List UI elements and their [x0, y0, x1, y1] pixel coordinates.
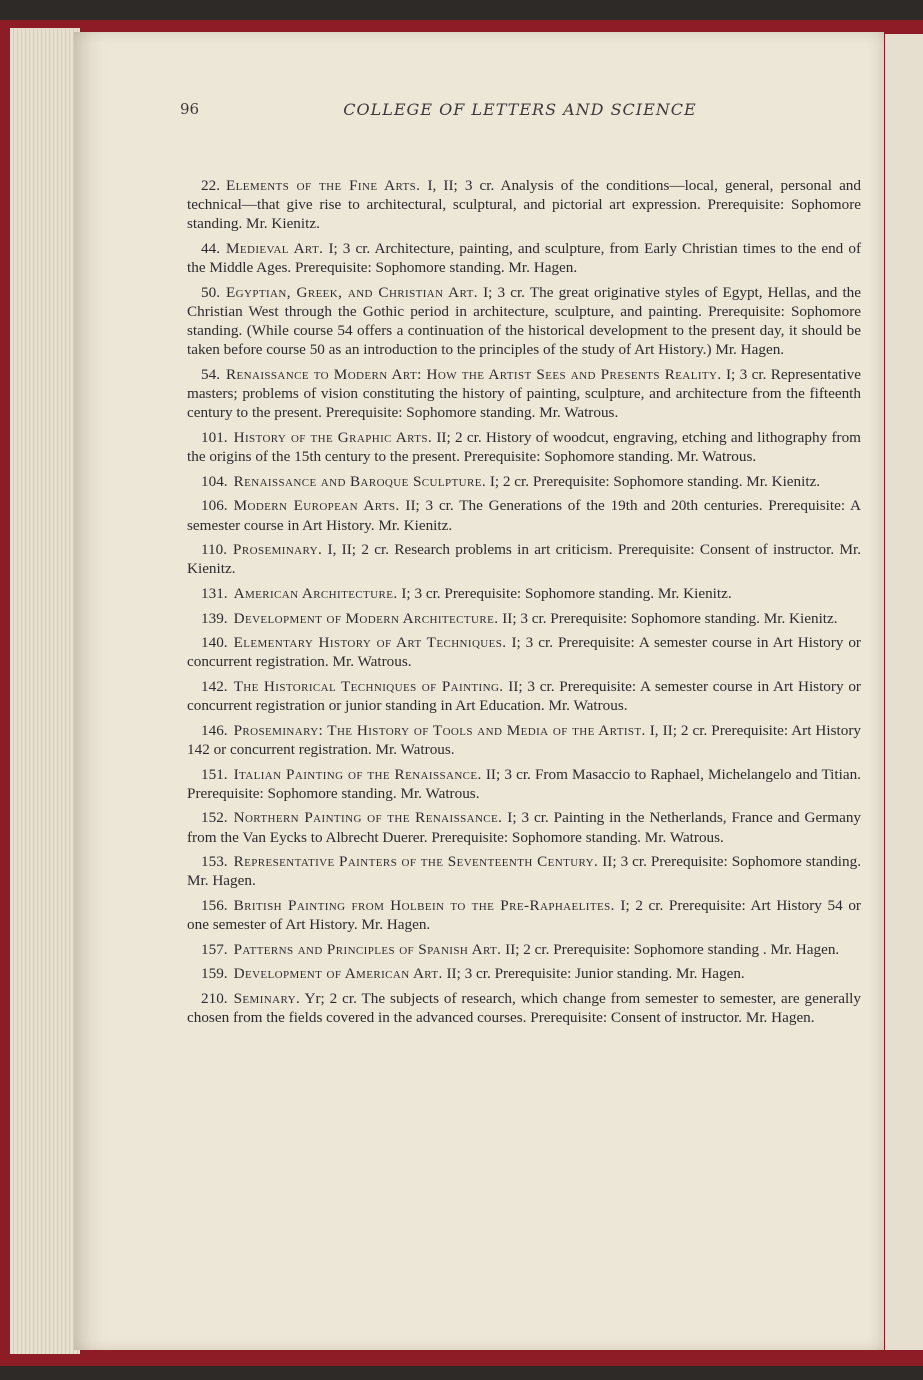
course-description: II; 3 cr. Prerequisite: A semester course in Art History or concurrent registration or junior standing in Art Education. Mr. Watrous. — [187, 677, 861, 715]
course-entry — [187, 609, 861, 628]
course-number: 104. — [201, 472, 228, 490]
course-number: 146. — [201, 721, 228, 739]
course-entry — [187, 721, 861, 759]
course-description: II; 3 cr. Prerequisite: Sophomore standing. Mr. Hagen. — [187, 853, 861, 890]
course-description: I; 3 cr. Architecture, painting, and sculpture, from Early Christian times to the end of the Middle Ages. Prerequisite: Sophomore standing. Mr. Hagen. — [187, 240, 862, 277]
course-number: 131. — [201, 584, 228, 602]
course-title: Northern Painting of the Renaissance. — [233, 809, 503, 827]
course-number: 153. — [201, 853, 228, 871]
course-entry — [187, 496, 861, 534]
course-number: 110. — [201, 541, 228, 559]
course-title: Elementary History of Art Techniques. — [233, 634, 507, 652]
course-entry — [187, 989, 861, 1027]
course-title: British Painting from Holbein to the Pre-Raphaelites. — [233, 896, 615, 914]
course-title: Renaissance to Modern Art: How the Artist Sees and Presents Reality. — [225, 366, 722, 383]
course-description: I, II; 2 cr. Research problems in art criticism. Prerequisite: Consent of instructor. Mr. Kienitz. — [187, 541, 862, 578]
course-description: I; 3 cr. Painting in the Netherlands, France and Germany from the Van Eycks to Albrecht Duerer. Prerequisite: Sophomore standing. Mr. Watrous. — [187, 809, 862, 846]
course-title: The Historical Techniques of Painting. — [233, 677, 504, 695]
course-number: 54. — [201, 366, 220, 383]
course-description: I; 2 cr. Prerequisite: Sophomore standing. Mr. Kienitz. — [489, 472, 821, 490]
running-title: COLLEGE OF LETTERS AND SCIENCE — [343, 100, 697, 119]
course-entry — [187, 176, 861, 234]
course-title: Italian Painting of the Renaissance. — [233, 765, 482, 783]
course-entry — [187, 365, 861, 423]
course-number: 50. — [201, 283, 220, 301]
course-number: 139. — [201, 609, 228, 627]
course-entry — [187, 239, 861, 277]
course-entry — [187, 808, 861, 846]
course-title: American Architecture. — [233, 584, 398, 602]
page-stack-edge — [10, 28, 80, 1354]
course-entry — [187, 633, 861, 671]
course-entry — [187, 428, 861, 466]
course-description: II; 3 cr. From Masaccio to Raphael, Michelangelo and Titian. Prerequisite: Sophomore standing. Mr. Watrous. — [187, 765, 861, 802]
course-title: History of the Graphic Arts. — [233, 429, 433, 446]
course-number: 142. — [201, 677, 228, 695]
course-number: 44. — [201, 240, 220, 257]
course-entry — [187, 852, 861, 890]
course-title: Seminary. — [233, 989, 301, 1007]
course-title: Proseminary: The History of Tools and Media of the Artist. — [233, 721, 646, 739]
course-entry — [187, 584, 861, 603]
course-title: Patterns and Principles of Spanish Art. — [233, 940, 502, 958]
course-number: 159. — [201, 965, 228, 983]
facing-page-edge — [885, 34, 923, 1350]
course-number: 156. — [201, 896, 228, 914]
course-description: II; 3 cr. Prerequisite: Junior standing. Mr. Hagen. — [446, 965, 745, 983]
course-list — [187, 176, 861, 1033]
course-number: 152. — [201, 809, 228, 827]
course-description: II; 2 cr. History of woodcut, engraving, etching and lithography from the origins of the 15th century to the present. Prerequisite: Sophomore standing. Mr. Watrous. — [187, 429, 861, 466]
course-title: Medieval Art. — [225, 240, 324, 257]
page-number: 96 — [180, 100, 200, 118]
course-description: I; 3 cr. Prerequisite: Sophomore standing. Mr. Kienitz. — [401, 584, 732, 602]
course-number: 157. — [201, 940, 228, 958]
course-title: Development of American Art. — [233, 965, 443, 983]
course-description: II; 3 cr. Prerequisite: Sophomore standing. Mr. Kienitz. — [502, 609, 838, 627]
course-description: II; 2 cr. Prerequisite: Sophomore standing . Mr. Hagen. — [505, 940, 840, 958]
course-title: Egyptian, Greek, and Christian Art. — [225, 283, 478, 301]
course-title: Representative Painters of the Seventeenth Century. — [233, 853, 599, 871]
course-description: I; 3 cr. Representative masters; problems of vision constituting the history of painting, sculpture, and architecture from the fifteenth century to the present. Prerequisite: Sophomore standing. Mr. Watrous. — [187, 366, 861, 422]
course-number: 22. — [201, 177, 220, 194]
course-entry — [187, 472, 861, 491]
course-description: II; 3 cr. The Generations of the 19th and 20th centuries. Prerequisite: A semester course in Art History. Mr. Kienitz. — [187, 497, 861, 534]
course-description: I, II; 3 cr. Analysis of the conditions—local, general, personal and technical—that give rise to architectural, sculptural, and pictorial art expression. Prerequisite: Sophomore standing. Mr. Kienitz. — [187, 177, 861, 233]
page-header — [180, 100, 860, 124]
course-entry — [187, 283, 861, 360]
course-description: I, II; 2 cr. Prerequisite: Art History 142 or concurrent registration. Mr. Watrous. — [187, 721, 861, 758]
course-number: 151. — [201, 765, 228, 783]
course-entry — [187, 964, 861, 983]
course-number: 210. — [201, 989, 228, 1007]
course-entry — [187, 765, 861, 803]
course-number: 101. — [201, 429, 228, 446]
course-description: I; 3 cr. Prerequisite: A semester course in Art History or concurrent registration. Mr. Watrous. — [187, 634, 861, 671]
course-title: Development of Modern Architecture. — [233, 609, 499, 627]
course-number: 106. — [201, 497, 228, 515]
course-title: Modern European Arts. — [233, 497, 400, 515]
course-description: Yr; 2 cr. The subjects of research, which change from semester to semester, are generally chosen from the fields covered in the advanced courses. Prerequisite: Consent of instructor. Mr. Hagen. — [187, 989, 861, 1027]
course-number: 140. — [201, 634, 228, 652]
course-title: Elements of the Fine Arts. — [225, 177, 421, 194]
course-entry — [187, 896, 861, 934]
course-title: Proseminary. — [233, 541, 323, 559]
course-entry — [187, 940, 861, 959]
course-entry — [187, 540, 861, 578]
course-entry — [187, 677, 861, 715]
course-description: I; 3 cr. The great originative styles of Egypt, Hellas, and the Christian West through the Gothic period in architecture, sculpture, and painting. Prerequisite: Sophomore standing. (While course 54 offers a continuation of the historical development to the present day, it should be taken before course 50 as an introduction to the principles of the study of Art History.) Mr. Hagen. — [187, 283, 862, 359]
course-title: Renaissance and Baroque Sculpture. — [233, 472, 487, 490]
course-description: I; 2 cr. Prerequisite: Art History 54 or one semester of Art History. Mr. Hagen. — [187, 896, 861, 934]
